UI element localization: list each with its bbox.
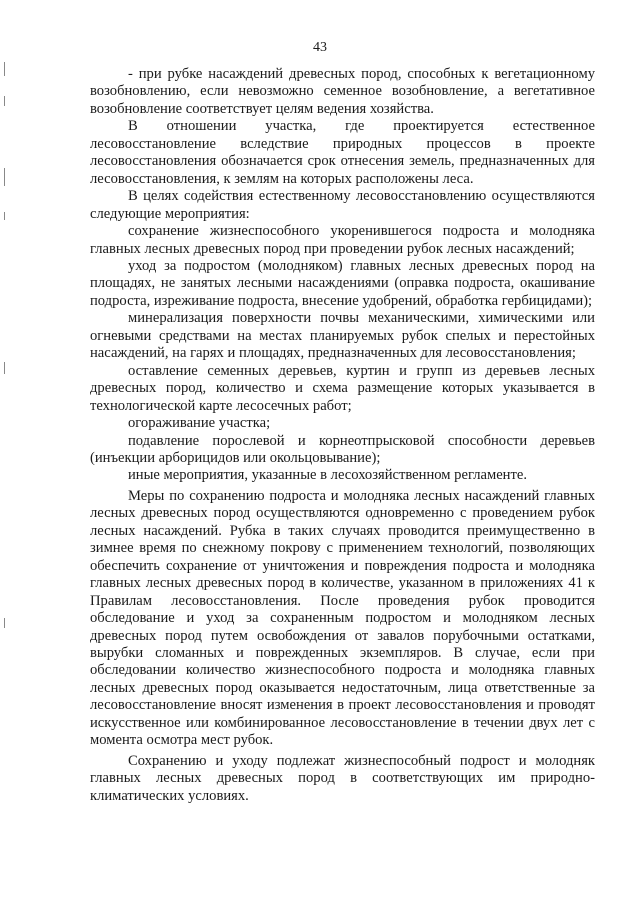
body-text (90, 66, 595, 805)
paragraph-subject-to-care: Сохранению и уходу подлежат жизнеспособный подрост и молодняк главных лесных древесных пород в соответствующих им природно-климатических условиях. (90, 752, 595, 804)
paragraph-measures-intro: В целях содействия естественному лесовосстановлению осуществляются следующие мероприятия: (90, 188, 595, 222)
paragraph-rubka-vegetative: - при рубке насаждений древесных пород, способных к вегетационному возобновлению, если невозможно семенное возобновление, а вегетативное возобновление соответствует целям ведения хозяйства. (90, 66, 595, 117)
paragraph-preservation-measures: Меры по сохранению подроста и молодняка лесных насаждений главных лесных древесных пород осуществляются одновременно с проведением рубок лесных насаждений. Рубка в таких случаях проводится преимущественно в зимнее время по снежному покрову с применением технологий, позволяющих обеспечить сохранение от уничтожения и повреждения подроста и молодняка главных лесных древесных пород в количестве, указанном в приложениях 41 к Правилам лесовосстановления. После проведения рубок проводится обследование и уход за сохраненным подростом и молодняком лесных древесных пород путем освобождения от завалов порубочными остатками, вырубки сломанных и поврежденных экземпляров. В случае, если при обследовании количество жизнеспособного подроста и молодняка главных лесных древесных пород оказывается недостаточным, лица ответственные за лесовосстановление вносят изменения в проект лесовосстановления и проводят искусственное или комбинированное лесовосстановление в течении двух лет с момента осмотра мест рубок. (90, 487, 595, 749)
page-number: 43 (313, 40, 327, 55)
list-item-preservation: сохранение жизнеспособного укоренившегося подроста и молодняка главных лесных древесных пород при проведении рубок лесных насаждений; (90, 223, 595, 257)
list-item-fencing: огораживание участка; (128, 415, 271, 432)
list-item-other: иные мероприятия, указанные в лесохозяйственном регламенте. (128, 467, 527, 484)
scan-margin-marks (0, 0, 12, 905)
list-item-seed-trees: оставление семенных деревьев, куртин и групп из деревьев лесных древесных пород, количество и схема размещение которых указывается в технологической карте лесосечных работ; (90, 362, 595, 414)
list-item-suppression: подавление порослевой и корнеотпрысковой способности деревьев (инъекции арборицидов или окольцовывание); (90, 432, 595, 466)
list-item-mineralization: минерализация поверхности почвы механическими, химическими или огневыми средствами на местах планируемых рубок спелых и перестойных насаждений, на гарях и площадях, предназначенных для лесовосстановления; (90, 310, 595, 362)
list-item-care: уход за подростом (молодняком) главных лесных древесных пород на площадях, не занятых лесными насаждениями (оправка подроста, окашивание подроста, изреживание подроста, внесение удобрений, обработка гербицидами); (90, 257, 595, 309)
paragraph-natural-regeneration: В отношении участка, где проектируется естественное лесовосстановление вследствие природных процессов в проекте лесовосстановления обозначается срок отнесения земель, предназначенных для лесовосстановления, к землям на которых расположены леса. (90, 118, 595, 187)
